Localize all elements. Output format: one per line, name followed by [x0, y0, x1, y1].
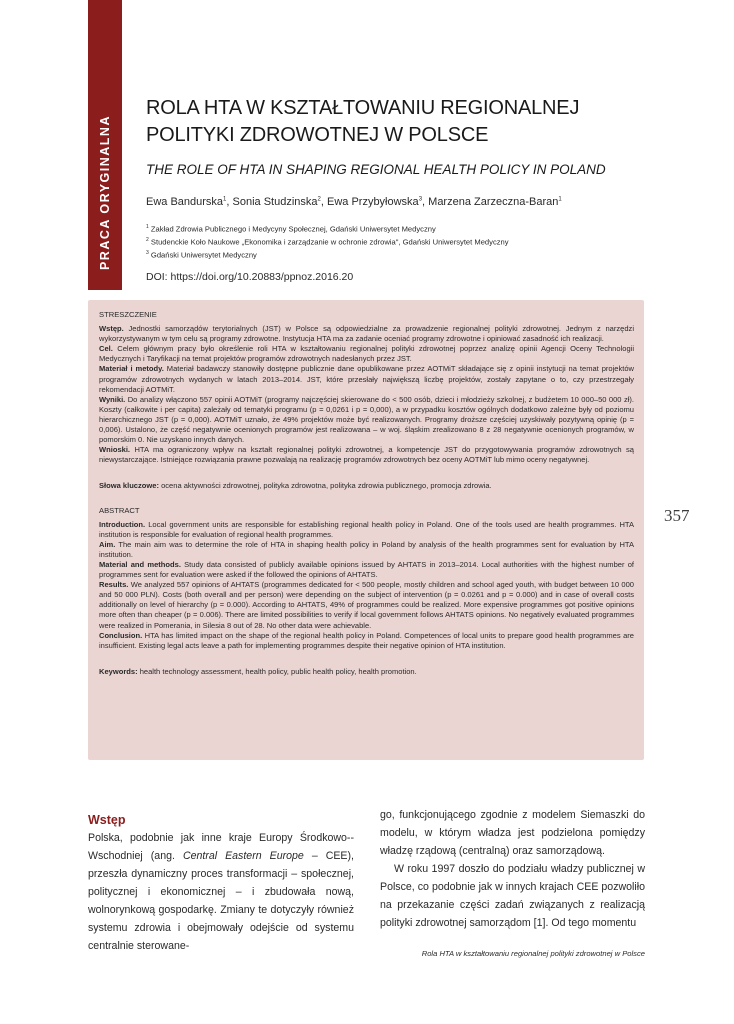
affiliation: $^1$ Zakład Zdrowia Publicznego i Medycyny Społecznej, Gdański Uniwersytet Medyczny: [146, 224, 436, 234]
streszczenie-heading: STRESZCZENIE: [99, 310, 157, 319]
section-tab-label-wrap: [88, 0, 122, 290]
streszczenie-paragraph: Wstęp. Jednostki samorządów terytorialnych (JST) w Polsce są odpowiedzialne za prowadzenie regionalnej polityki zdrowotnej. Jednym z narzędzi wykorzystywanym w tym celu są programy zdrowotne. Instytucja HTA ma za zadanie oceniać programy zdrowotne i opiniować zasadność ich realizacji.: [99, 324, 634, 344]
abstract-keywords: Keywords: health technology assessment, health policy, public health policy, health promotion.: [99, 666, 417, 676]
page-number: 357: [664, 506, 690, 525]
abstract-paragraph: Aim. The main aim was to determine the role of HTA in shaping health policy in Poland by analysis of the health programmes sent for evaluation by HTA institution.: [99, 539, 634, 559]
affiliation: $^3$ Gdański Uniwersytet Medyczny: [146, 250, 257, 260]
author: Ewa Bandurska$^1$,: [146, 196, 233, 208]
body-paragraph: go, funkcjonującego zgodnie z modelem Siemaszki do modelu, w którym władza jest podzielona pomiędzy władzę rządową (centralną) oraz samorządową.: [380, 809, 645, 857]
affiliation-list: [146, 222, 509, 261]
body-column-left: Polska, podobnie jak inne kraje Europy Środkowo--Wschodniej (ang. Central Eastern Europe – CEE), przeszła dynamiczny proces transformacji – społecznej, politycznej i ekonomicznej – i zbudowała nową, wolnorynkową gospodarkę. Zmiany te dotyczyły również systemu zdrowia i obejmowały odejście od systemu centralnie sterowane-: [88, 832, 354, 952]
author-list: [146, 196, 562, 208]
abstract-paragraph: Material and methods. Study data consisted of publicly available opinions issued by AHTATS in 2013–2014. Local authorities with the highest number of programmes sent for evaluation were asked if the followed the opinions of AHTATS.: [99, 559, 634, 580]
streszczenie-paragraph: Wnioski. HTA ma ograniczony wpływ na kształt regionalnej polityki zdrowotnej, a kompetencje JST do przygotowywania programów zdrowotnych są niewystarczające. Istniejące rozwiązania prawne pozwalają na realizację programów zdrowotnych bez oceny AOTMiT lub mimo oceny negatywnej.: [99, 445, 634, 465]
abstract-paragraph: Introduction. Local government units are responsible for establishing regional health policy in Poland. One of the tools used are health programmes. HTA institution is responsible for evaluation of regional health programmes.: [99, 519, 634, 539]
author: Ewa Przybyłowska$^3$,: [326, 196, 429, 208]
title-english: THE ROLE OF HTA IN SHAPING REGIONAL HEALTH POLICY IN POLAND: [146, 162, 606, 177]
abstract-box: [88, 300, 644, 760]
abstract-heading: ABSTRACT: [99, 505, 140, 515]
section-tab-label: PRACA ORYGINALNA: [98, 114, 112, 270]
streszczenie-paragraph: Materiał i metody. Materiał badawczy stanowiły dostępne publicznie dane opublikowane przez AOTMiT składające się z opinii instytucji na temat projektów programów zdrowotnych wydanych w latach 2013–2014. JST, które przesłały największą liczbę projektów, zostały zapytane o to, czy przestrzegały rekomendacji AOTMiT.: [99, 364, 635, 394]
running-footer: Rola HTA w kształtowaniu regionalnej polityki zdrowotnej w Polsce: [421, 949, 645, 958]
affiliation: $^2$ Studenckie Koło Naukowe „Ekonomika i zarządzanie w ochronie zdrowia", Gdański Uniwersytet Medyczny: [146, 237, 509, 247]
abstract-paragraph: Conclusion. HTA has limited impact on the shape of the regional health policy in Poland. Competences of local units to prepare good health programmes are insufficient. Existing legal acts leave a path for implementing programmes despite their negative opinion of HTA institution.: [99, 630, 634, 650]
title-polish: ROLA HTA W KSZTAŁTOWANIU REGIONALNEJ POLITYKI ZDROWOTNEJ W POLSCE: [146, 97, 580, 146]
author: Sonia Studzinska$^2$,: [232, 196, 327, 208]
author: Marzena Zarzeczna-Baran$^1$: [428, 196, 562, 208]
abstract-paragraph: Results. We analyzed 557 opinions of AHTATS (programmes dedicated for < 500 people, mostly children and school aged youth, with budget between 10 000 and 50 000 PLN). Costs (both overall and per person) were depending on the subject of intervention (p = 0.0261 and p = 0.000) and in case of overall costs additionally on level of hierarchy (p = 0.000). According to AHTATS, 49% of programmes could be realized. More expensive programmes got positive opinions more often than cheaper (p = 0.006). There are limited possibilities to verify if local government follows AHTATS opinions. No negatively evaluated programmes were realized in Pomerania, in Silesia 8 out of 28. No other data were achievable.: [99, 580, 634, 630]
body-column-right: [380, 806, 645, 932]
streszczenie-paragraph: Cel. Celem głównym pracy było określenie roli HTA w kształtowaniu regionalnej polityki zdrowotnej poprzez analizę opinii Agencji Oceny Technologii Medycznych i Taryfikacji na temat projektów programów zdrowotnych nadesłanych przez JST.: [99, 344, 634, 364]
streszczenie-paragraph: Wyniki. Do analizy włączono 557 opinii AOTMiT (programy najczęściej skierowane do < 500 osób, dzieci i młodzieży szkolnej, z budżetem 10 000–50 000 zł). Koszty (całkowite i per capita) zależały od tematyki programu (p = 0,0261 i p = 0,000), a w przypadku kosztów ogólnych dodatkowo zależne były od poziomu hierarchicznego JST (p = 0,000). AOTMiT uznało, że 49% projektów może być realizowanych. Programy droższe częściej uzyskiwały pozytywną opinię (p = 0,006). Ustalono, że część negatywnie ocenionych programów jest realizowana – w woj. śląskim zrealizowano 8 z 28 negatywnie ocenionych programów, w pomorskim 0. Nie uzyskano innych danych.: [99, 394, 634, 445]
section-title: Wstęp: [88, 813, 126, 827]
body-paragraph: W roku 1997 doszło do podziału władzy publicznej w Polsce, co podobnie jak w innych krajach CEE pozwoliło na przekazanie części zadań związanych z realizacją polityki zdrowotnej samorządom [1]. Od tego momentu: [380, 863, 645, 929]
streszczenie-keywords: Słowa kluczowe: ocena aktywności zdrowotnej, polityka zdrowotna, polityka zdrowia publicznego, promocja zdrowia.: [99, 481, 492, 491]
doi-link[interactable]: DOI: https://doi.org/10.20883/ppnoz.2016.20: [146, 271, 354, 283]
